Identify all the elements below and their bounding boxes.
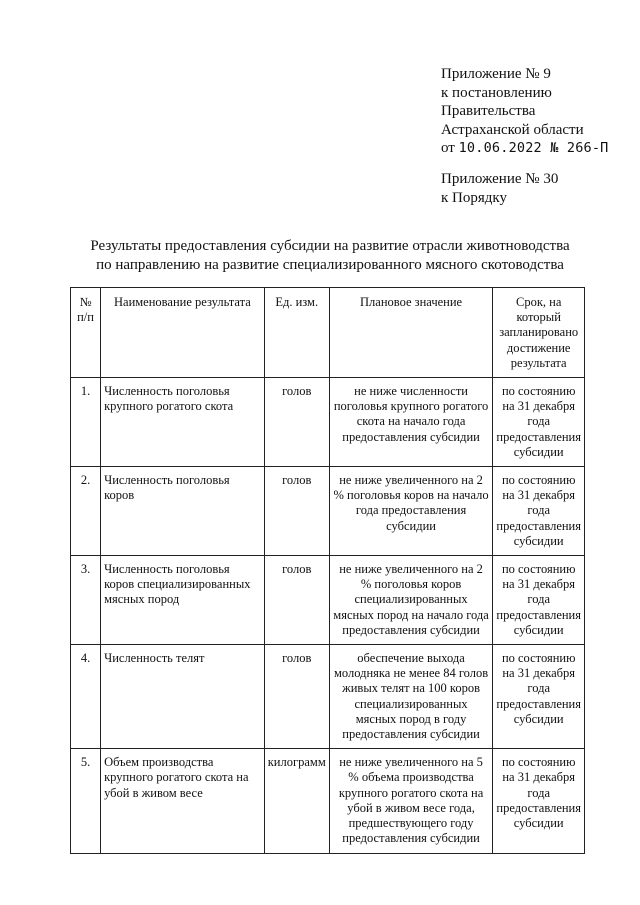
cell-unit: голов bbox=[264, 378, 329, 467]
annex-order-prefix: от bbox=[441, 140, 455, 156]
header-unit: Ед. изм. bbox=[264, 288, 329, 378]
header-plan: Плановое значение bbox=[329, 288, 493, 378]
cell-plan: не ниже численности поголовья крупного рогатого скота на начало года предоставления субсидии bbox=[329, 378, 493, 467]
annex2-block bbox=[441, 170, 631, 207]
cell-unit: голов bbox=[264, 467, 329, 556]
cell-unit: голов bbox=[264, 645, 329, 749]
annex-line: Астраханской области bbox=[441, 121, 584, 138]
cell-num: 1. bbox=[71, 378, 101, 467]
header-name: Наименование результата bbox=[101, 288, 265, 378]
cell-num: 3. bbox=[71, 556, 101, 645]
cell-term: по состоянию на 31 декабря года предоставления субсидии bbox=[493, 556, 585, 645]
cell-plan: не ниже увеличенного на 5 % объема производства крупного рогатого скота на убой в живом весе года, предшествующего году предоставления субсидии bbox=[329, 749, 493, 853]
table-row bbox=[71, 378, 585, 467]
header-term: Срок, на который запланировано достижение результата bbox=[493, 288, 585, 378]
annex-line: Приложение № 9 bbox=[441, 66, 551, 82]
title-line: Результаты предоставления субсидии на развитие отрасли животноводства bbox=[90, 238, 570, 254]
annex2-line: к Порядку bbox=[441, 189, 507, 206]
header-num: № п/п bbox=[71, 288, 101, 378]
table-row bbox=[71, 467, 585, 556]
table-row bbox=[71, 645, 585, 749]
cell-name: Численность поголовья коров специализированных мясных пород bbox=[101, 556, 265, 645]
table-header-row bbox=[71, 288, 585, 378]
cell-name: Объем производства крупного рогатого скота на убой в живом весе bbox=[101, 749, 265, 853]
table-row bbox=[71, 556, 585, 645]
cell-num: 5. bbox=[71, 749, 101, 853]
cell-plan: не ниже увеличенного на 2 % поголовья коров на начало года предоставления субсидии bbox=[329, 467, 493, 556]
annex-order-number: 10.06.2022 № 266-П bbox=[458, 140, 609, 156]
cell-term: по состоянию на 31 декабря года предоставления субсидии bbox=[493, 645, 585, 749]
cell-name: Численность поголовья коров bbox=[101, 467, 265, 556]
cell-term: по состоянию на 31 декабря года предоставления субсидии bbox=[493, 749, 585, 853]
cell-plan: не ниже увеличенного на 2 % поголовья коров специализированных мясных пород на начало года предоставления субсидии bbox=[329, 556, 493, 645]
table-row bbox=[71, 749, 585, 853]
annex-block bbox=[441, 65, 631, 158]
cell-plan: обеспечение выхода молодняка не менее 84 голов живых телят на 100 коров специализированных мясных пород в году предоставления субсидии bbox=[329, 645, 493, 749]
cell-term: по состоянию на 31 декабря года предоставления субсидии bbox=[493, 378, 585, 467]
cell-num: 4. bbox=[71, 645, 101, 749]
cell-term: по состоянию на 31 декабря года предоставления субсидии bbox=[493, 467, 585, 556]
annex2-line: Приложение № 30 bbox=[441, 171, 559, 187]
annex-line: к постановлению bbox=[441, 84, 552, 101]
annex-order-line bbox=[441, 139, 631, 158]
results-table bbox=[70, 287, 585, 854]
cell-name: Численность телят bbox=[101, 645, 265, 749]
document-title bbox=[60, 237, 600, 274]
annex-line: Правительства bbox=[441, 103, 536, 119]
cell-unit: килограмм bbox=[264, 749, 329, 853]
title-line: по направлению на развитие специализированного мясного скотоводства bbox=[96, 256, 564, 273]
cell-unit: голов bbox=[264, 556, 329, 645]
cell-num: 2. bbox=[71, 467, 101, 556]
cell-name: Численность поголовья крупного рогатого скота bbox=[101, 378, 265, 467]
